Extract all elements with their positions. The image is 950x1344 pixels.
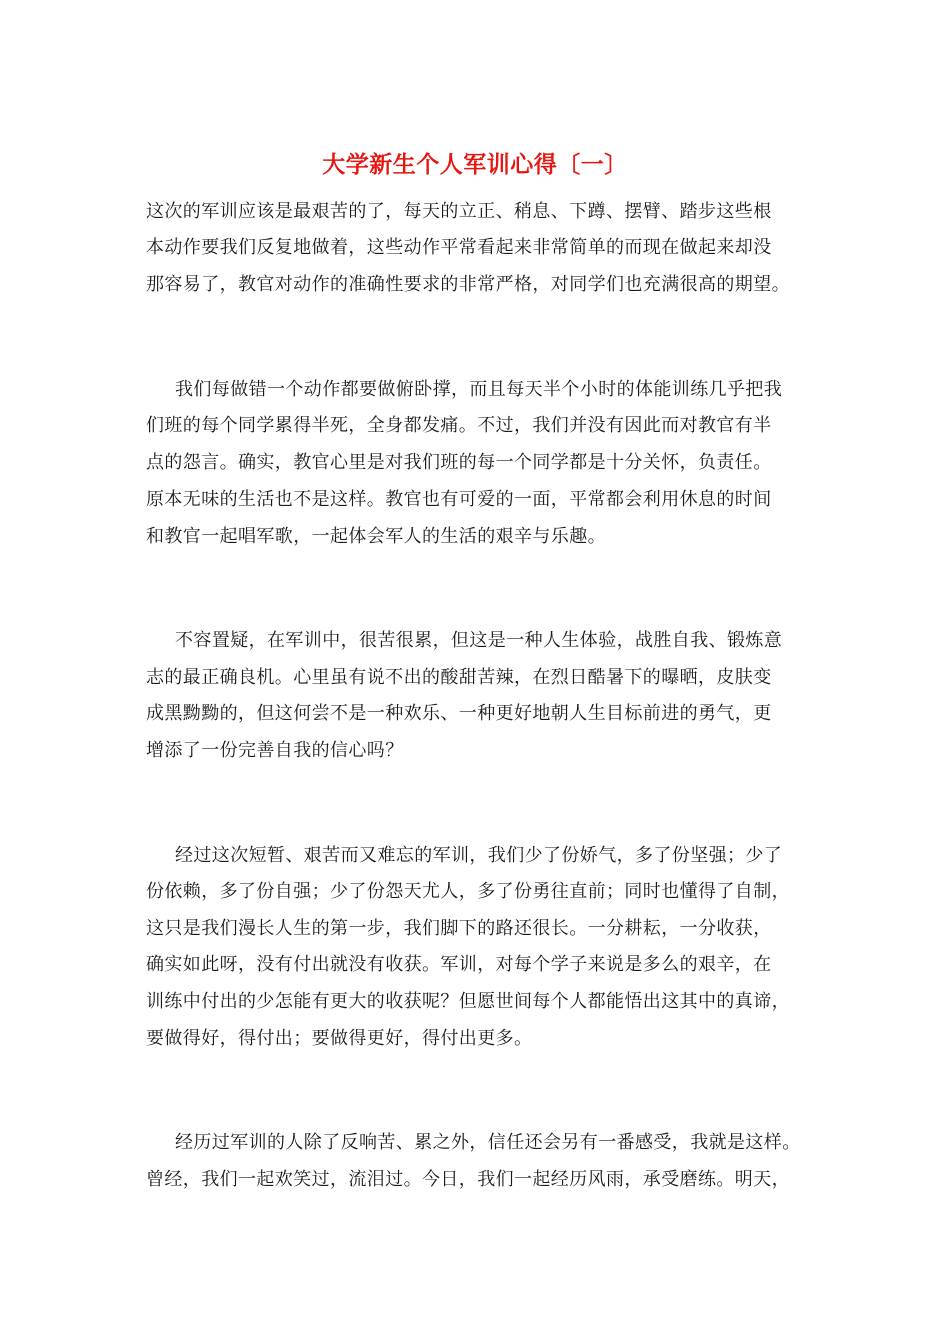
paragraph-5-line-2: 曾经，我们一起欢笑过，流泪过。今日，我们一起经历风雨，承受磨练。明天， [146,1169,790,1190]
paragraph-3-line-4: 增添了一份完善自我的信心吗？ [146,740,404,761]
paragraph-2-line-1: 我们每做错一个动作都要做俯卧撑，而且每天半个小时的体能训练几乎把我 [175,379,783,400]
paragraph-1-line-1: 这次的军训应该是最艰苦的了，每天的立正、稍息、下蹲、摆臂、踏步这些根 [146,201,772,222]
paragraph-4-line-6: 要做得好，得付出；要做得更好，得付出更多。 [146,1028,533,1049]
paragraph-2-line-4: 原本无味的生活也不是这样。教官也有可爱的一面，平常都会利用休息的时间 [146,489,772,510]
paragraph-3-line-1: 不容置疑，在军训中，很苦很累，但这是一种人生体验，战胜自我、锻炼意 [175,630,783,651]
paragraph-1-line-2: 本动作要我们反复地做着，这些动作平常看起来非常简单的而现在做起来却没 [146,237,772,258]
paragraph-3-line-2: 志的最正确良机。心里虽有说不出的酸甜苦辣，在烈日酷暑下的曝晒，皮肤变 [146,667,772,688]
paragraph-2-line-3: 点的怨言。确实，教官心里是对我们班的每一个同学都是十分关怀，负责任。 [146,452,772,473]
paragraph-4-line-3: 这只是我们漫长人生的第一步，我们脚下的路还很长。一分耕耘，一分收获， [146,918,772,939]
paragraph-1-line-3: 那容易了，教官对动作的准确性要求的非常严格，对同学们也充满很高的期望。 [146,274,790,295]
paragraph-3-line-3: 成黑黝黝的，但这何尝不是一种欢乐、一种更好地朝人生目标前进的勇气，更 [146,703,772,724]
paragraph-5-line-1: 经历过军训的人除了反响苦、累之外，信任还会另有一番感受，我就是这样。 [175,1132,801,1153]
paragraph-2-line-5: 和教官一起唱军歌，一起体会军人的生活的艰辛与乐趣。 [146,526,606,547]
paragraph-4-line-2: 份依赖，多了份自强；少了份怨天尤人，多了份勇往直前；同时也懂得了自制， [146,881,790,902]
paragraph-2-line-2: 们班的每个同学累得半死，全身都发痛。不过，我们并没有因此而对教官有半 [146,415,772,436]
paragraph-4-line-4: 确实如此呀，没有付出就没有收获。军训，对每个学子来说是多么的艰辛，在 [146,954,772,975]
paragraph-4-line-1: 经过这次短暂、艰苦而又难忘的军训，我们少了份娇气，多了份坚强；少了 [175,845,783,866]
document-title: 大学新生个人军训心得〔一〕 [322,151,628,178]
paragraph-4-line-5: 训练中付出的少怎能有更大的收获呢？但愿世间每个人都能悟出这其中的真谛， [146,991,790,1012]
